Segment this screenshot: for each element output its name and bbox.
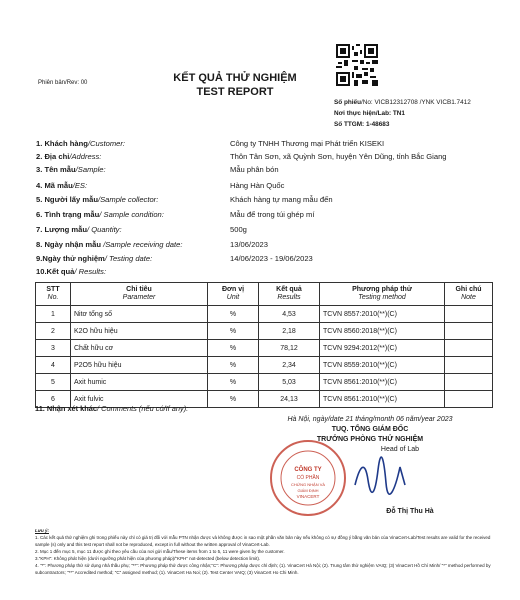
info-label-en: / Quantity: [86, 225, 122, 234]
cell-note [445, 323, 493, 340]
info-value: Hàng Hàn Quốc [230, 181, 285, 190]
col-header: Đơn vị Unit [208, 283, 259, 306]
col-header: Chỉ tiêu Parameter [71, 283, 208, 306]
col-header: STT No. [36, 283, 71, 306]
footer-line: 4. "*": Phương pháp thử sử dụng nhà thầu phụ; "**": Phương pháp thử được công nhận;"C": Phương pháp được chỉ định; (1). VinaCert Hà Nội; (2). Trung tâm thử nghiệm VAIQ; (3) VinaCert Hồ Chí Minh/ "*" method performed by subcontractors; "**" Accredited method; "C" assigned method; (1). VinaCert Ha Noi; (2). Test Center VAIQ; (3) VinaCert Ho Chi Minh. [35, 563, 491, 575]
info-label: 8. Ngày nhận mẫu [36, 240, 101, 249]
info-label-en: /Customer: [87, 139, 126, 148]
info-value: Mẫu phân bón [230, 165, 279, 174]
cell-param: Axit humic [71, 374, 208, 391]
info-label: 3. Tên mẫu [36, 165, 76, 174]
results-table [35, 282, 493, 408]
cell-unit: % [208, 323, 259, 340]
cell-param: K2O hữu hiệu [71, 323, 208, 340]
cell-no: 4 [36, 357, 71, 374]
info-value: Mẫu để trong túi ghép mí [230, 210, 315, 219]
tgm-number: Số TTGM: 1-48683 [334, 121, 390, 128]
cell-result: 2,18 [259, 323, 320, 340]
cell-param: Chất hữu cơ [71, 340, 208, 357]
info-label-en: /Sample: [75, 165, 106, 174]
footer-line: 1. Các kết quả thử nghiệm ghi trong phiếu này chỉ có giá trị đối với mẫu PTN nhận được và không được in sao một phần văn bản này nếu không có sự đồng ý bằng văn bản của VinaCert-Lab/Test results are valid for the received sample (s) only and this test report shall not be reproduced, except in full without the written approval of VinaCert-Lab. [35, 535, 491, 547]
cell-param: Axit fulvic [71, 391, 208, 408]
cell-no: 2 [36, 323, 71, 340]
cell-param: P2O5 hữu hiệu [71, 357, 208, 374]
sign-line1: TUQ. TỔNG GIÁM ĐỐC [331, 426, 409, 433]
footer-line: 3."KPH": Không phát hiện (dưới ngưỡng phát hiện của phương pháp)/"KPH" not-detected (below detection limit). [35, 556, 261, 561]
info-label: 1. Khách hàng [36, 139, 88, 148]
table-row [36, 323, 493, 340]
report-numbers [334, 97, 471, 130]
info-label-en: /ES: [72, 181, 88, 190]
sign-line2: TRƯỞNG PHÒNG THỬ NGHIỆM [316, 436, 424, 443]
info-label-en: / Testing date: [104, 254, 153, 263]
cell-result: 2,34 [259, 357, 320, 374]
info-value: 14/06/2023 - 19/06/2023 [230, 254, 313, 263]
cell-method: TCVN 8559:2010(**)(C) [320, 357, 445, 374]
info-label: 6. Tình trạng mẫu [36, 210, 100, 219]
cell-no: 6 [36, 391, 71, 408]
col-header: Ghi chú Note [445, 283, 493, 306]
info-value: 500g [230, 225, 247, 234]
cell-method: TCVN 8557:2010(**)(C) [320, 306, 445, 323]
info-label-en: /Sample collector: [97, 195, 159, 204]
cell-method: TCVN 8561:2010(**)(C) [320, 391, 445, 408]
cell-unit: % [208, 374, 259, 391]
cell-param: Nitơ tổng số [71, 306, 208, 323]
company-stamp [268, 438, 348, 518]
cell-method: TCVN 9294:2012(**)(C) [320, 340, 445, 357]
title-vi: KẾT QUẢ THỬ NGHIỆM [173, 72, 297, 84]
info-label: 9.Ngày thử nghiệm [36, 254, 105, 263]
info-value: Công ty TNHH Thương mại Phát triển KISEKI [230, 139, 385, 148]
table-row [36, 340, 493, 357]
cell-note [445, 340, 493, 357]
lab: Nơi thực hiện/Lab: TN1 [334, 110, 405, 117]
svg-text:CÔNG TY: CÔNG TY [294, 467, 322, 473]
cell-method: TCVN 8561:2010(**)(C) [320, 374, 445, 391]
info-value: Thôn Tân Sơn, xã Quỳnh Sơn, huyện Yên Dũng, tỉnh Bắc Giang [230, 152, 447, 161]
sign-date: Hà Nội, ngày/date 21 tháng/month 06 năm/year 2023 [287, 416, 453, 423]
table-row [36, 374, 493, 391]
table-row [36, 357, 493, 374]
cell-note [445, 374, 493, 391]
info-label-en: / Results: [74, 267, 107, 276]
revision: Phiên bản/Rev: 00 [38, 80, 88, 86]
table-header-row [36, 283, 493, 306]
cell-note [445, 391, 493, 408]
cell-no: 5 [36, 374, 71, 391]
footer-notes [35, 527, 500, 576]
cell-unit: % [208, 357, 259, 374]
cell-no: 3 [36, 340, 71, 357]
report-no-label: Số phiếu [334, 99, 361, 106]
cell-note [445, 306, 493, 323]
col-header: Kết quả Results [259, 283, 320, 306]
cell-no: 1 [36, 306, 71, 323]
title-en: TEST REPORT [196, 86, 274, 98]
svg-text:CHỨNG NHẬN VÀ: CHỨNG NHẬN VÀ [290, 482, 326, 487]
footer-title: Lưu ý: [35, 528, 49, 533]
sign-line3: Head of Lab [380, 446, 420, 453]
svg-text:VINACERT: VINACERT [296, 494, 320, 499]
cell-result: 4,53 [259, 306, 320, 323]
cell-result: 5,03 [259, 374, 320, 391]
info-label: 5. Người lấy mẫu [36, 195, 98, 204]
signature-icon [350, 455, 410, 500]
info-label: 7. Lượng mẫu [36, 225, 87, 234]
col-header: Phương pháp thử Testing method [320, 283, 445, 306]
remark: 11. Nhận xét khác/ Comments (nếu có/If any): [35, 404, 189, 413]
info-label-en: /Sample receiving date: [101, 240, 183, 249]
footer-line: 2. Mục 1 đến mục 5, mục 11 được ghi theo yêu cầu của nơi gửi mẫu/These items from 1 to 5, 11 were given by the customer. [35, 549, 285, 554]
info-label-en: / Sample condition: [99, 210, 164, 219]
cell-result: 24,13 [259, 391, 320, 408]
table-row [36, 306, 493, 323]
info-value: 13/06/2023 [230, 240, 269, 249]
qr-code-icon [336, 44, 378, 86]
info-label: 2. Địa chỉ [36, 152, 70, 161]
cell-note [445, 357, 493, 374]
cell-unit: % [208, 306, 259, 323]
signer-name: Đỗ Thị Thu Hà [386, 508, 434, 515]
cell-method: TCVN 8560:2018(**)(C) [320, 323, 445, 340]
info-label-en: /Address: [69, 152, 102, 161]
info-label: 4. Mã mẫu [36, 181, 73, 190]
svg-text:CỔ PHẦN: CỔ PHẦN [296, 475, 320, 481]
cell-result: 78,12 [259, 340, 320, 357]
svg-text:GIÁM ĐỊNH: GIÁM ĐỊNH [297, 488, 319, 493]
cell-unit: % [208, 340, 259, 357]
report-no: /No: VICB12312708 /YNK VICB1.7412 [360, 99, 471, 106]
info-value: Khách hàng tự mang mẫu đến [230, 195, 333, 204]
info-label: 10.Kết quả [36, 267, 75, 276]
cell-unit: % [208, 391, 259, 408]
